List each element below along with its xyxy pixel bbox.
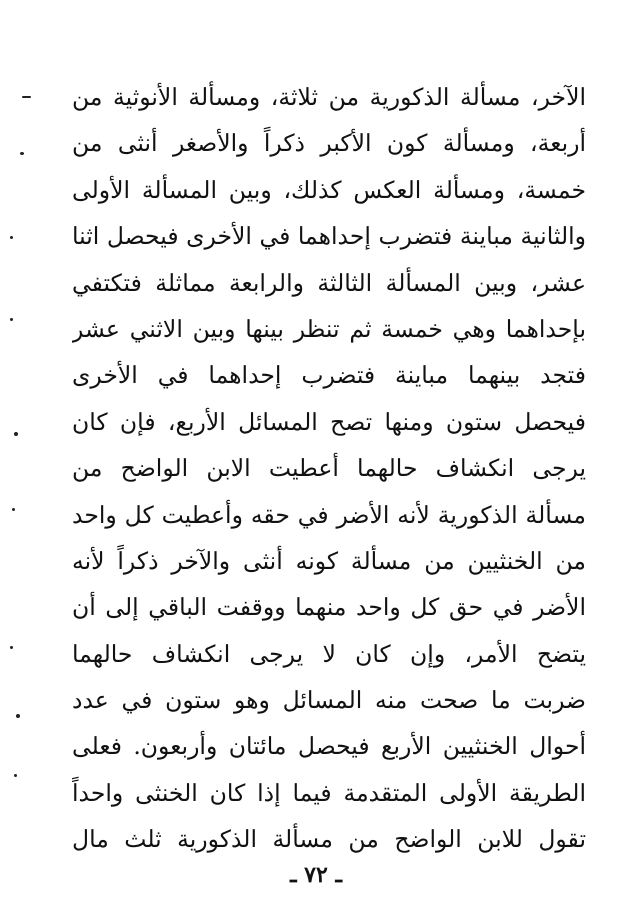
- text-line-13: يتضح الأمر، وإن كان لا يرجى انكشاف حالهما: [72, 639, 586, 668]
- text-line-17: تقول للابن الواضح من مسألة الذكورية ثلث مال: [72, 825, 586, 854]
- scan-speck: [22, 96, 31, 98]
- scan-speck: [14, 432, 18, 436]
- page-number: ـ ٧٢ ـ: [290, 862, 342, 888]
- text-line-4: والثانية مباينة فتضرب إحداهما في الأخرى فيحصل اثنا: [72, 222, 586, 251]
- text-line-16: الطريقة الأولى المتقدمة فيما إذا كان الخنثى واحداً: [72, 778, 586, 807]
- text-line-2: أربعة، ومسألة كون الأكبر ذكراً والأصغر أنثى من: [72, 129, 586, 158]
- text-line-8: فيحصل ستون ومنها تصح المسائل الأربع، فإن كان: [72, 407, 586, 436]
- body-text: [72, 74, 586, 863]
- scan-speck: [16, 714, 20, 718]
- scan-speck: [14, 774, 17, 777]
- text-line-14: ضربت ما صحت منه المسائل وهو ستون في عدد: [72, 686, 586, 715]
- scan-speck: [20, 152, 24, 155]
- text-line-11: من الخنثيين من مسألة كونه أنثى والآخر ذكراً لأنه: [72, 546, 586, 575]
- text-line-15: أحوال الخنثيين الأربع فيحصل مائتان وأربعون. فعلى: [72, 732, 586, 761]
- scan-speck: [10, 318, 13, 321]
- text-line-1: الآخر، مسألة الذكورية من ثلاثة، ومسألة الأنوثية من: [72, 83, 586, 111]
- text-line-3: خمسة، ومسألة العكس كذلك، وبين المسألة الأولى: [72, 175, 586, 204]
- scan-speck: [10, 646, 13, 649]
- scan-speck: [12, 508, 15, 511]
- scan-speck: [10, 236, 13, 239]
- text-line-10: مسألة الذكورية لأنه الأضر في حقه وأعطيت كل واحد: [72, 500, 586, 529]
- text-line-5: عشر، وبين المسألة الثالثة والرابعة مماثلة فتكتفي: [72, 268, 586, 297]
- text-line-6: بإحداهما وهي خمسة ثم تنظر بينها وبين الاثني عشر: [72, 314, 586, 343]
- text-line-9: يرجى انكشاف حالهما أعطيت الابن الواضح من: [72, 454, 586, 483]
- text-line-12: الأضر في حق كل واحد منهما ووقفت الباقي إلى أن: [72, 593, 586, 622]
- text-line-7: فتجد بينهما مباينة فتضرب إحداهما في الأخرى: [72, 361, 586, 390]
